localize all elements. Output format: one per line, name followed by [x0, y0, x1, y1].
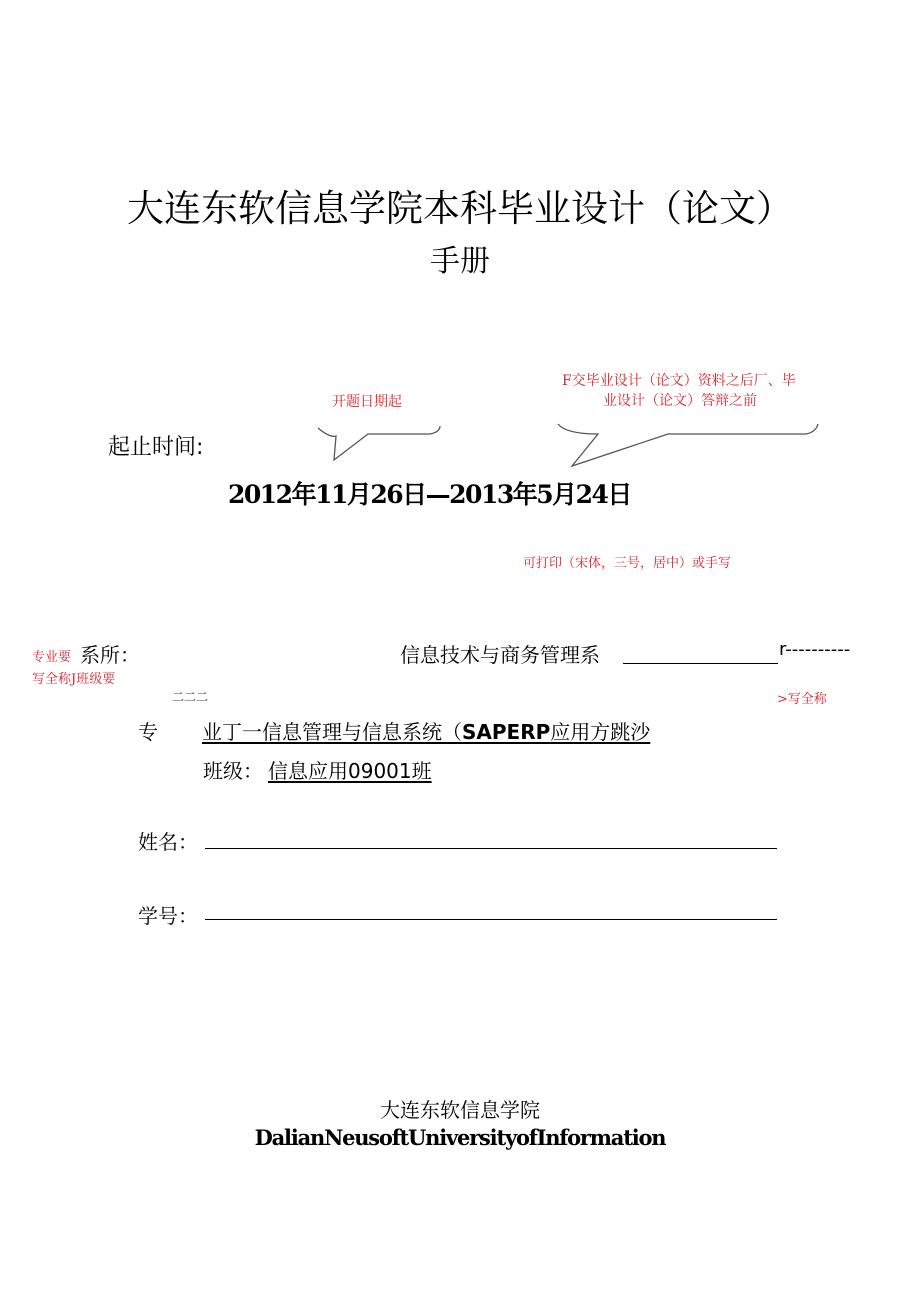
major-value [202, 716, 650, 745]
document-title: 大连东软信息学院本科毕业设计（论文） [127, 187, 793, 230]
full-name-note: >写全称 [777, 692, 827, 707]
period-range: 2012年11月26日—2013年5月24日 [228, 480, 631, 509]
major-note-line1: 专业要 [32, 650, 72, 665]
department-underline [623, 663, 778, 664]
class-label: 班级： [203, 759, 263, 783]
end-callout-bubble [558, 424, 818, 466]
department-value: 信息技术与商务管理系 [400, 643, 600, 667]
end-date-note-line2: 业设计（论文）答辩之前 [603, 393, 757, 409]
department-trailing: r---------- [779, 639, 851, 660]
major-value-part3: 应用方跳沙 [550, 720, 651, 744]
name-underline [205, 848, 777, 849]
major-value-part2: SAPERP [462, 720, 551, 744]
student-id-underline [205, 919, 777, 920]
start-date-note: 开题日期起 [332, 394, 402, 410]
department-label: 系所： [80, 643, 140, 667]
footer-school-cn: 大连东软信息学院 [380, 1098, 540, 1122]
class-value: 信息应用09001班 [268, 759, 432, 783]
print-note: 可打印（宋体，三号，居中）或手写 [523, 556, 732, 571]
small-marks: 二二二 [172, 690, 209, 704]
name-label: 姓名： [138, 830, 198, 854]
start-callout-bubble [318, 426, 440, 460]
period-label: 起止时间: [108, 435, 204, 460]
major-note-line2: 写全称J班级要 [32, 672, 116, 687]
footer-school-en: DalianNeusoftUniversityofInformation [254, 1125, 666, 1150]
end-date-note-line1: F交毕业设计（论文）资料之后厂、毕 [562, 373, 796, 389]
major-value-part1: 业丁一信息管理与信息系统（ [202, 720, 462, 744]
major-prefix: 专 [138, 720, 158, 744]
student-id-label: 学号： [138, 904, 198, 928]
document-subtitle: 手册 [430, 244, 490, 279]
